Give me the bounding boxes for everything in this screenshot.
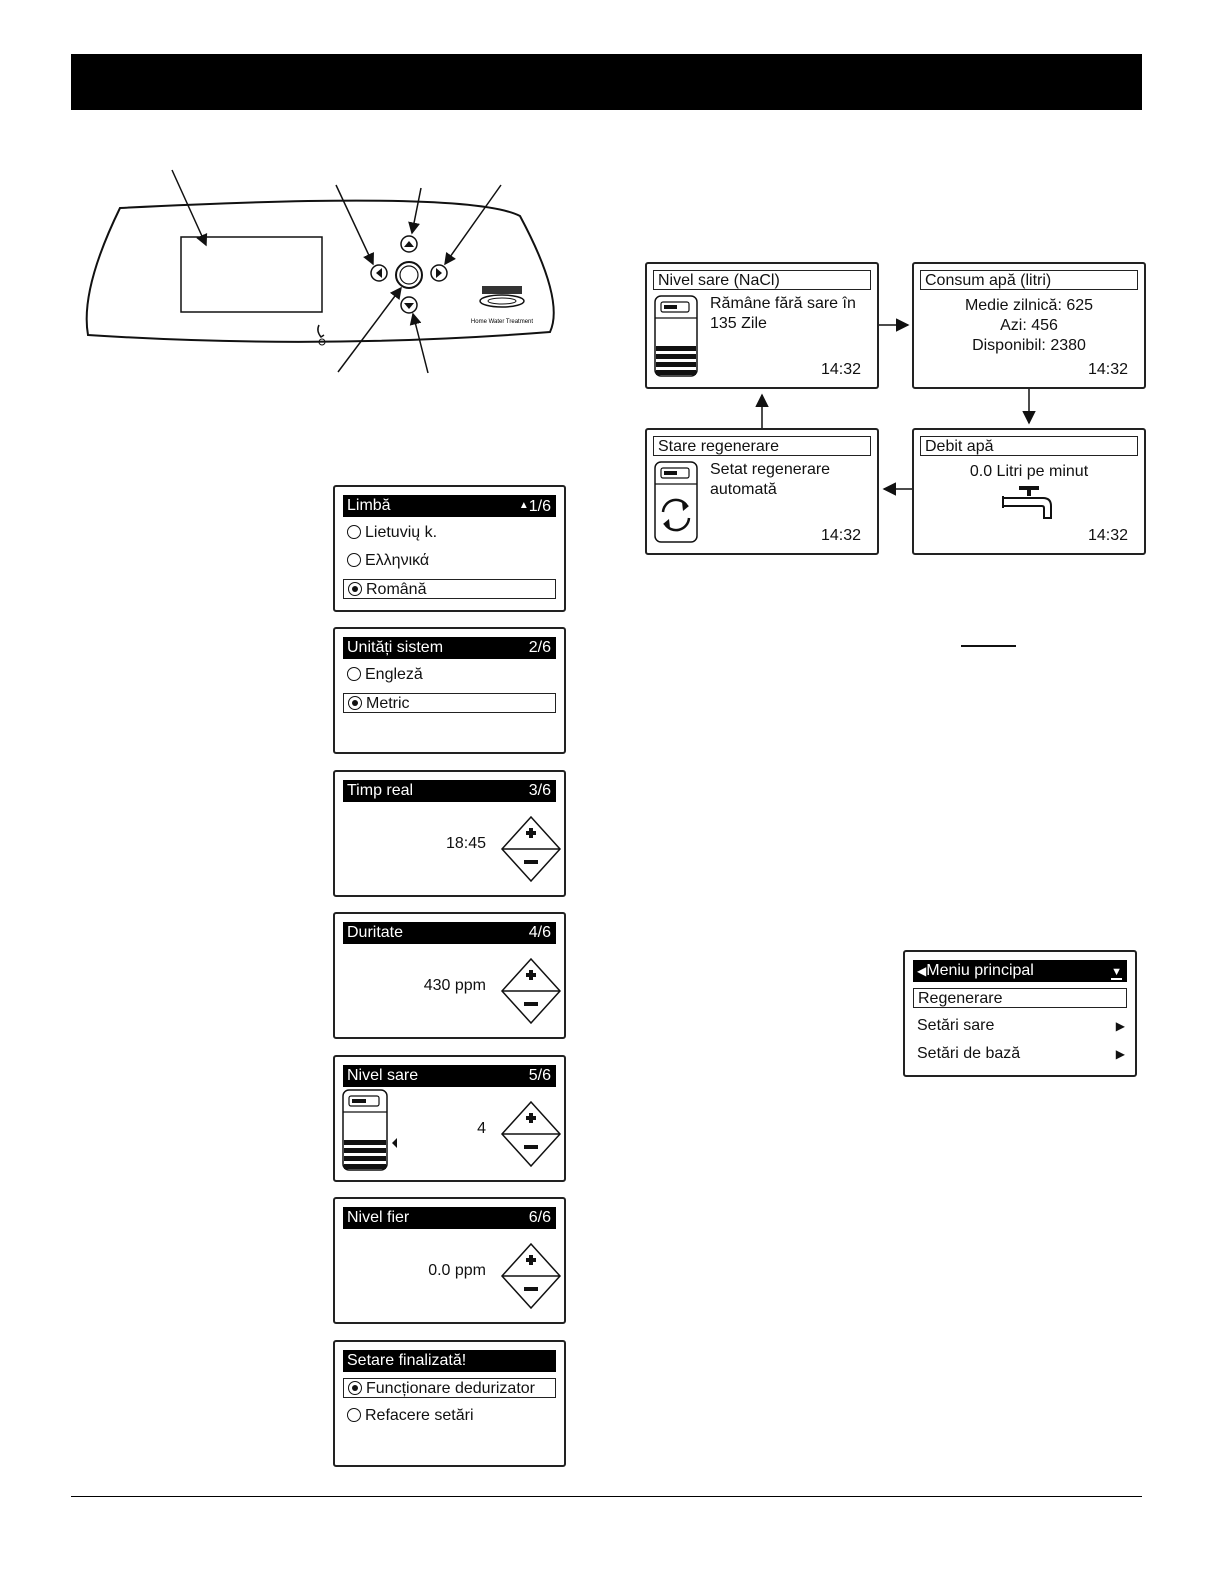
- clock-time: 14:32: [1087, 361, 1128, 378]
- lcd-title-bar: [343, 922, 556, 944]
- screen-counter: 6/6: [528, 1209, 551, 1226]
- level-pointer-icon: [392, 1138, 397, 1148]
- units-option-selected[interactable]: Metric: [343, 693, 556, 713]
- left-button[interactable]: [371, 265, 387, 281]
- lcd-title-bar: [343, 1065, 556, 1087]
- flow-arrows: [640, 255, 1155, 565]
- screen-counter: 5/6: [528, 1067, 551, 1084]
- flow-screen-title: Debit apă: [920, 436, 1138, 456]
- right-button[interactable]: [431, 265, 447, 281]
- language-option[interactable]: Ελληνικά: [343, 551, 556, 571]
- screen-title: Duritate: [347, 924, 404, 941]
- center-button[interactable]: [396, 262, 422, 288]
- radio-selected-icon: [348, 696, 362, 710]
- lcd-language: [333, 485, 566, 612]
- screen-counter: 3/6: [528, 782, 551, 799]
- iron-value: 0.0 ppm: [428, 1262, 486, 1279]
- flow-screen-title: Stare regenerare: [653, 436, 871, 456]
- lcd-setup-complete: [333, 1340, 566, 1467]
- down-button[interactable]: [401, 297, 417, 313]
- run-softener-option[interactable]: Funcționare dedurizator: [343, 1378, 556, 1398]
- screen-title: Limbă: [347, 497, 391, 514]
- salt-tank-icon: [341, 1088, 401, 1174]
- radio-icon: [347, 667, 361, 681]
- regen-status-line2: automată: [710, 481, 777, 498]
- daily-average: Medie zilnică: 625: [964, 297, 1094, 314]
- redo-setup-option[interactable]: Refacere setări: [343, 1406, 556, 1426]
- salt-remaining-line1: Rămâne fără sare în: [710, 295, 856, 312]
- menu-item-regeneration[interactable]: Regenerare: [913, 988, 1127, 1008]
- lcd-iron-level: [333, 1197, 566, 1324]
- time-value: 18:45: [445, 835, 486, 852]
- radio-icon: [347, 1408, 361, 1422]
- flow-screen-title: Consum apă (litri): [920, 270, 1138, 290]
- language-option-selected[interactable]: Română: [343, 579, 556, 599]
- lcd-salt-level: [333, 1055, 566, 1182]
- chevron-right-icon: ▶: [1115, 1047, 1125, 1061]
- flow-screen-title: Nivel sare (NaCl): [653, 270, 871, 290]
- screen-counter: 4/6: [528, 924, 551, 941]
- lcd-title-bar: [343, 1207, 556, 1229]
- lcd-title-bar: [343, 780, 556, 802]
- today-usage: Azi: 456: [1000, 317, 1058, 334]
- up-button[interactable]: [401, 236, 417, 252]
- lcd-title-bar: [343, 637, 556, 659]
- scroll-down-icon: ▼: [1111, 966, 1122, 978]
- header-bar: [71, 54, 1142, 110]
- lcd-main-menu: [903, 950, 1137, 1077]
- radio-icon: [347, 553, 361, 567]
- lcd-hardness: [333, 912, 566, 1039]
- screen-title: Setare finalizată!: [347, 1352, 467, 1369]
- radio-selected-icon: [348, 582, 362, 596]
- units-option[interactable]: Engleză: [343, 665, 556, 685]
- screen-title: Timp real: [347, 782, 414, 799]
- logo-caption: Home Water Treatment: [470, 319, 534, 325]
- lcd-time: [333, 770, 566, 897]
- screen-title: Nivel sare: [347, 1067, 419, 1084]
- flow-rate-value: 0.0 Litri pe minut: [969, 463, 1089, 480]
- radio-selected-icon: [348, 1381, 362, 1395]
- screen-counter: 1/6: [528, 498, 551, 515]
- lcd-title-bar: [913, 960, 1127, 982]
- clock-time: 14:32: [820, 527, 861, 544]
- back-arrow-icon[interactable]: ◀: [917, 964, 927, 978]
- lcd-title-bar: [343, 495, 556, 517]
- salt-level-value: 4: [477, 1120, 486, 1137]
- display-window: [181, 237, 322, 312]
- plus-minus-control[interactable]: [500, 957, 562, 1025]
- underline-rule: [961, 645, 1016, 647]
- screen-title: Unități sistem: [347, 639, 444, 656]
- footer-rule: [71, 1496, 1142, 1497]
- chevron-right-icon: ▶: [1115, 1019, 1125, 1033]
- hardness-value: 430 ppm: [423, 977, 486, 994]
- menu-item-basic-settings[interactable]: Setări de bază ▶: [917, 1045, 1125, 1062]
- control-panel-illustration: [70, 160, 590, 390]
- lcd-units: [333, 627, 566, 754]
- salt-remaining-line2: 135 Zile: [710, 315, 767, 332]
- clock-time: 14:32: [820, 361, 861, 378]
- regen-status-line1: Setat regenerare: [710, 461, 831, 478]
- radio-icon: [347, 525, 361, 539]
- screen-counter: 2/6: [528, 639, 551, 656]
- clock-time: 14:32: [1087, 527, 1128, 544]
- plus-minus-control[interactable]: [500, 1100, 562, 1168]
- plus-minus-control[interactable]: [500, 1242, 562, 1310]
- available-capacity: Disponibil: 2380: [972, 337, 1086, 354]
- language-option[interactable]: Lietuvių k.: [343, 523, 556, 543]
- scroll-up-icon: ▲: [518, 500, 529, 511]
- screen-title: Meniu principal: [926, 962, 1034, 979]
- lcd-title-bar: [343, 1350, 556, 1372]
- menu-item-salt-settings[interactable]: Setări sare ▶: [917, 1017, 1125, 1034]
- plus-minus-control[interactable]: [500, 815, 562, 883]
- screen-title: Nivel fier: [347, 1209, 410, 1226]
